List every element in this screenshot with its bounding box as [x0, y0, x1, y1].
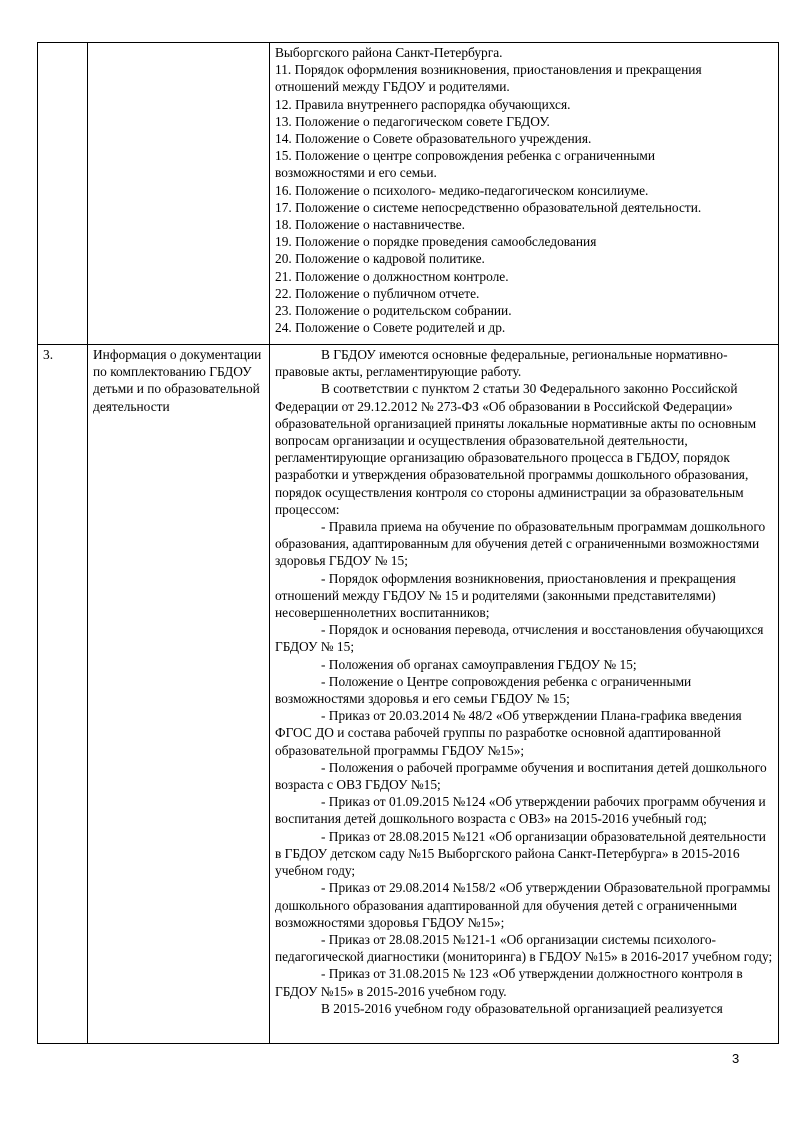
list-line: 17. Положение о системе непосредственно образовательной деятельности.: [275, 199, 702, 215]
table-row: [38, 345, 779, 1044]
row-content-cell: [270, 43, 779, 345]
list-item: - Приказ от 29.08.2014 №158/2 «Об утверждении Образовательной программы дошкольного образования адаптированной для обучения детей с ограниченными возможностями здоровья ГБДОУ №15»;: [275, 880, 771, 930]
list-line: 19. Положение о порядке проведения самообследования: [275, 234, 597, 250]
document-table: [37, 42, 779, 1044]
list-item: - Положения об органах самоуправления ГБДОУ № 15;: [321, 656, 637, 672]
page-number: 3: [732, 1051, 740, 1066]
list-item: - Приказ от 01.09.2015 №124 «Об утверждении рабочих программ обучения и воспитания детей дошкольного возраста с ОВЗ» на 2015-2016 учебный год;: [275, 794, 766, 827]
list-item: - Порядок оформления возникновения, приостановления и прекращения отношений между ГБДОУ № 15 и родителями (законными представителями) несовершеннолетних воспитанников;: [275, 570, 736, 621]
list-line: 13. Положение о педагогическом совете ГБДОУ.: [275, 113, 550, 129]
row-content-cell: [270, 345, 779, 1044]
list-line: 23. Положение о родительском собрании.: [275, 303, 512, 319]
list-line: отношений между ГБДОУ и родителями.: [275, 79, 510, 95]
list-line: 21. Положение о должностном контроле.: [275, 268, 509, 284]
row-number-cell: [38, 43, 88, 345]
list-item: - Приказ от 28.08.2015 №121-1 «Об организации системы психолого-педагогической диагностики (мониторинга) в ГБДОУ №15» в 2016-2017 учебном году;: [275, 931, 773, 965]
list-line: 11. Порядок оформления возникновения, приостановления и прекращения: [275, 62, 702, 78]
list-line: 24. Положение о Совете родителей и др.: [275, 320, 506, 336]
list-item: - Приказ от 28.08.2015 №121 «Об организации образовательной деятельности в ГБДОУ детском саду №15 Выборгского района Санкт-Петербурга» в 2015-2016 учебном году;: [275, 828, 766, 879]
list-line: 14. Положение о Совете образовательного учреждения.: [275, 131, 592, 147]
list-item: - Положение о Центре сопровождения ребенка с ограниченными возможностями здоровья и его семьи ГБДОУ № 15;: [275, 673, 692, 707]
list-item: - Правила приема на обучение по образовательным программам дошкольного образования, адаптированным для обучения детей с ограниченными возможностями здоровья ГБДОУ № 15;: [275, 519, 766, 569]
list-line: Выборгского района Санкт-Петербурга.: [275, 45, 503, 60]
paragraph: В соответствии с пунктом 2 статьи 30 Федерального законно Российской Федерации от 29.12.2012 № 273-ФЗ «Об образовании в Российской Федерации» образовательной организацией приняты локальные нормативные акты по основным вопросам организации и осуществления образовательной деятельности, регламентирующие организацию образовательного процесса в ГБДОУ, порядок разработки и утверждения образовательной программы дошкольного образования, порядок осуществления контроля со стороны администрации за образовательным процессом:: [275, 381, 757, 517]
list-line: 22. Положение о публичном отчете.: [275, 285, 480, 301]
list-line: 20. Положение о кадровой политике.: [275, 251, 485, 267]
list-line: 12. Правила внутреннего распорядка обучающихся.: [275, 96, 571, 112]
paragraph: В ГБДОУ имеются основные федеральные, региональные нормативно-правовые акты, регламентирующие работу.: [275, 347, 728, 380]
paragraph: В 2015-2016 учебном году образовательной организацией реализуется: [321, 1000, 723, 1016]
row-title-cell: [88, 345, 270, 1044]
table-row: [38, 43, 779, 345]
row-title-cell: [88, 43, 270, 345]
list-item: - Приказ от 31.08.2015 № 123 «Об утверждении должностного контроля в ГБДОУ №15» в 2015-2016 учебном году.: [275, 966, 743, 999]
row-title: Информация о документации по комплектованию ГБДОУ детьми и по образовательной деятельности: [93, 347, 262, 414]
list-item: - Порядок и основания перевода, отчисления и восстановления обучающихся ГБДОУ № 15;: [275, 622, 764, 655]
list-line: 15. Положение о центре сопровождения ребенка с ограниченными: [275, 148, 655, 164]
list-item: - Приказ от 20.03.2014 № 48/2 «Об утверждении Плана-графика введения ФГОС ДО и состава рабочей группы по разработке основной адаптированной образовательной программы ГБДОУ №15»;: [275, 708, 742, 758]
row-number-cell: 3.: [38, 345, 88, 1044]
list-item: - Положения о рабочей программе обучения и воспитания детей дошкольного возраста с ОВЗ ГБДОУ №15;: [275, 759, 767, 793]
list-line: 16. Положение о психолого- медико-педагогическом консилиуме.: [275, 182, 649, 198]
list-line: возможностями и его семьи.: [275, 165, 437, 181]
list-line: 18. Положение о наставничестве.: [275, 217, 466, 233]
